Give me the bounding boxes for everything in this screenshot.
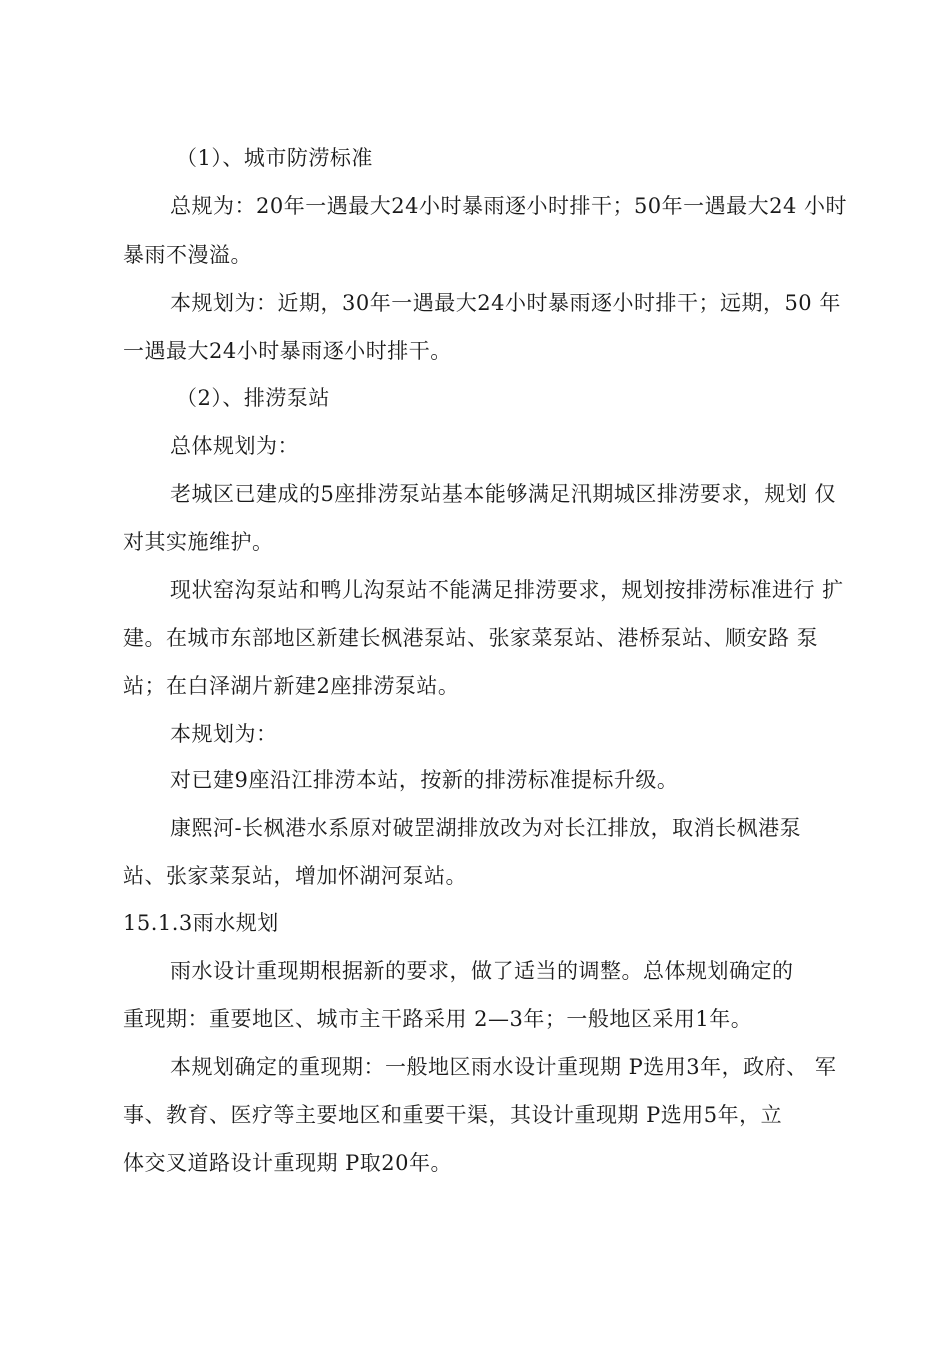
paragraph-line: 建。在城市东部地区新建长枫港泵站、张家菜泵站、港桥泵站、顺安路 泵 bbox=[123, 626, 819, 650]
paragraph-line: 重现期：重要地区、城市主干路采用 2—3年；一般地区采用1年。 bbox=[123, 1007, 753, 1031]
paragraph-line: 现状窑沟泵站和鸭儿沟泵站不能满足排涝要求，规划按排涝标准进行 扩 bbox=[170, 578, 844, 602]
subheading-pump-stations: （2）、排涝泵站 bbox=[176, 386, 330, 410]
subheading-flood-standard: （1）、城市防涝标准 bbox=[176, 146, 373, 170]
section-heading: 15.1.3雨水规划 bbox=[123, 911, 279, 935]
paragraph-line: 站、张家菜泵站，增加怀湖河泵站。 bbox=[123, 864, 467, 888]
paragraph-line: 对其实施维护。 bbox=[123, 530, 274, 554]
paragraph-line: 总体规划为： bbox=[170, 434, 299, 458]
paragraph-line: 雨水设计重现期根据新的要求，做了适当的调整。总体规划确定的 bbox=[170, 959, 794, 983]
paragraph-line: 本规划为： bbox=[170, 722, 278, 746]
paragraph-line: 总规为：20年一遇最大24小时暴雨逐小时排干；50年一遇最大24 小时 bbox=[170, 194, 848, 218]
paragraph-line: 老城区已建成的5座排涝泵站基本能够满足汛期城区排涝要求，规划 仅 bbox=[170, 482, 837, 506]
paragraph-line: 本规划为：近期，30年一遇最大24小时暴雨逐小时排干；远期，50 年 bbox=[170, 291, 841, 315]
paragraph-line: 康熙河-长枫港水系原对破罡湖排放改为对长江排放，取消长枫港泵 bbox=[170, 816, 802, 840]
paragraph-line: 对已建9座沿江排涝本站，按新的排涝标准提标升级。 bbox=[170, 768, 679, 792]
paragraph-line: 体交叉道路设计重现期 P取20年。 bbox=[123, 1151, 453, 1175]
paragraph-line: 站；在白泽湖片新建2座排涝泵站。 bbox=[123, 674, 460, 698]
paragraph-line: 事、教育、医疗等主要地区和重要干渠，其设计重现期 P选用5年，立 bbox=[123, 1103, 783, 1127]
paragraph-line: 一遇最大24小时暴雨逐小时排干。 bbox=[123, 339, 452, 363]
paragraph-line: 暴雨不漫溢。 bbox=[123, 243, 252, 267]
paragraph-line: 本规划确定的重现期：一般地区雨水设计重现期 P选用3年，政府、 军 bbox=[170, 1055, 837, 1079]
